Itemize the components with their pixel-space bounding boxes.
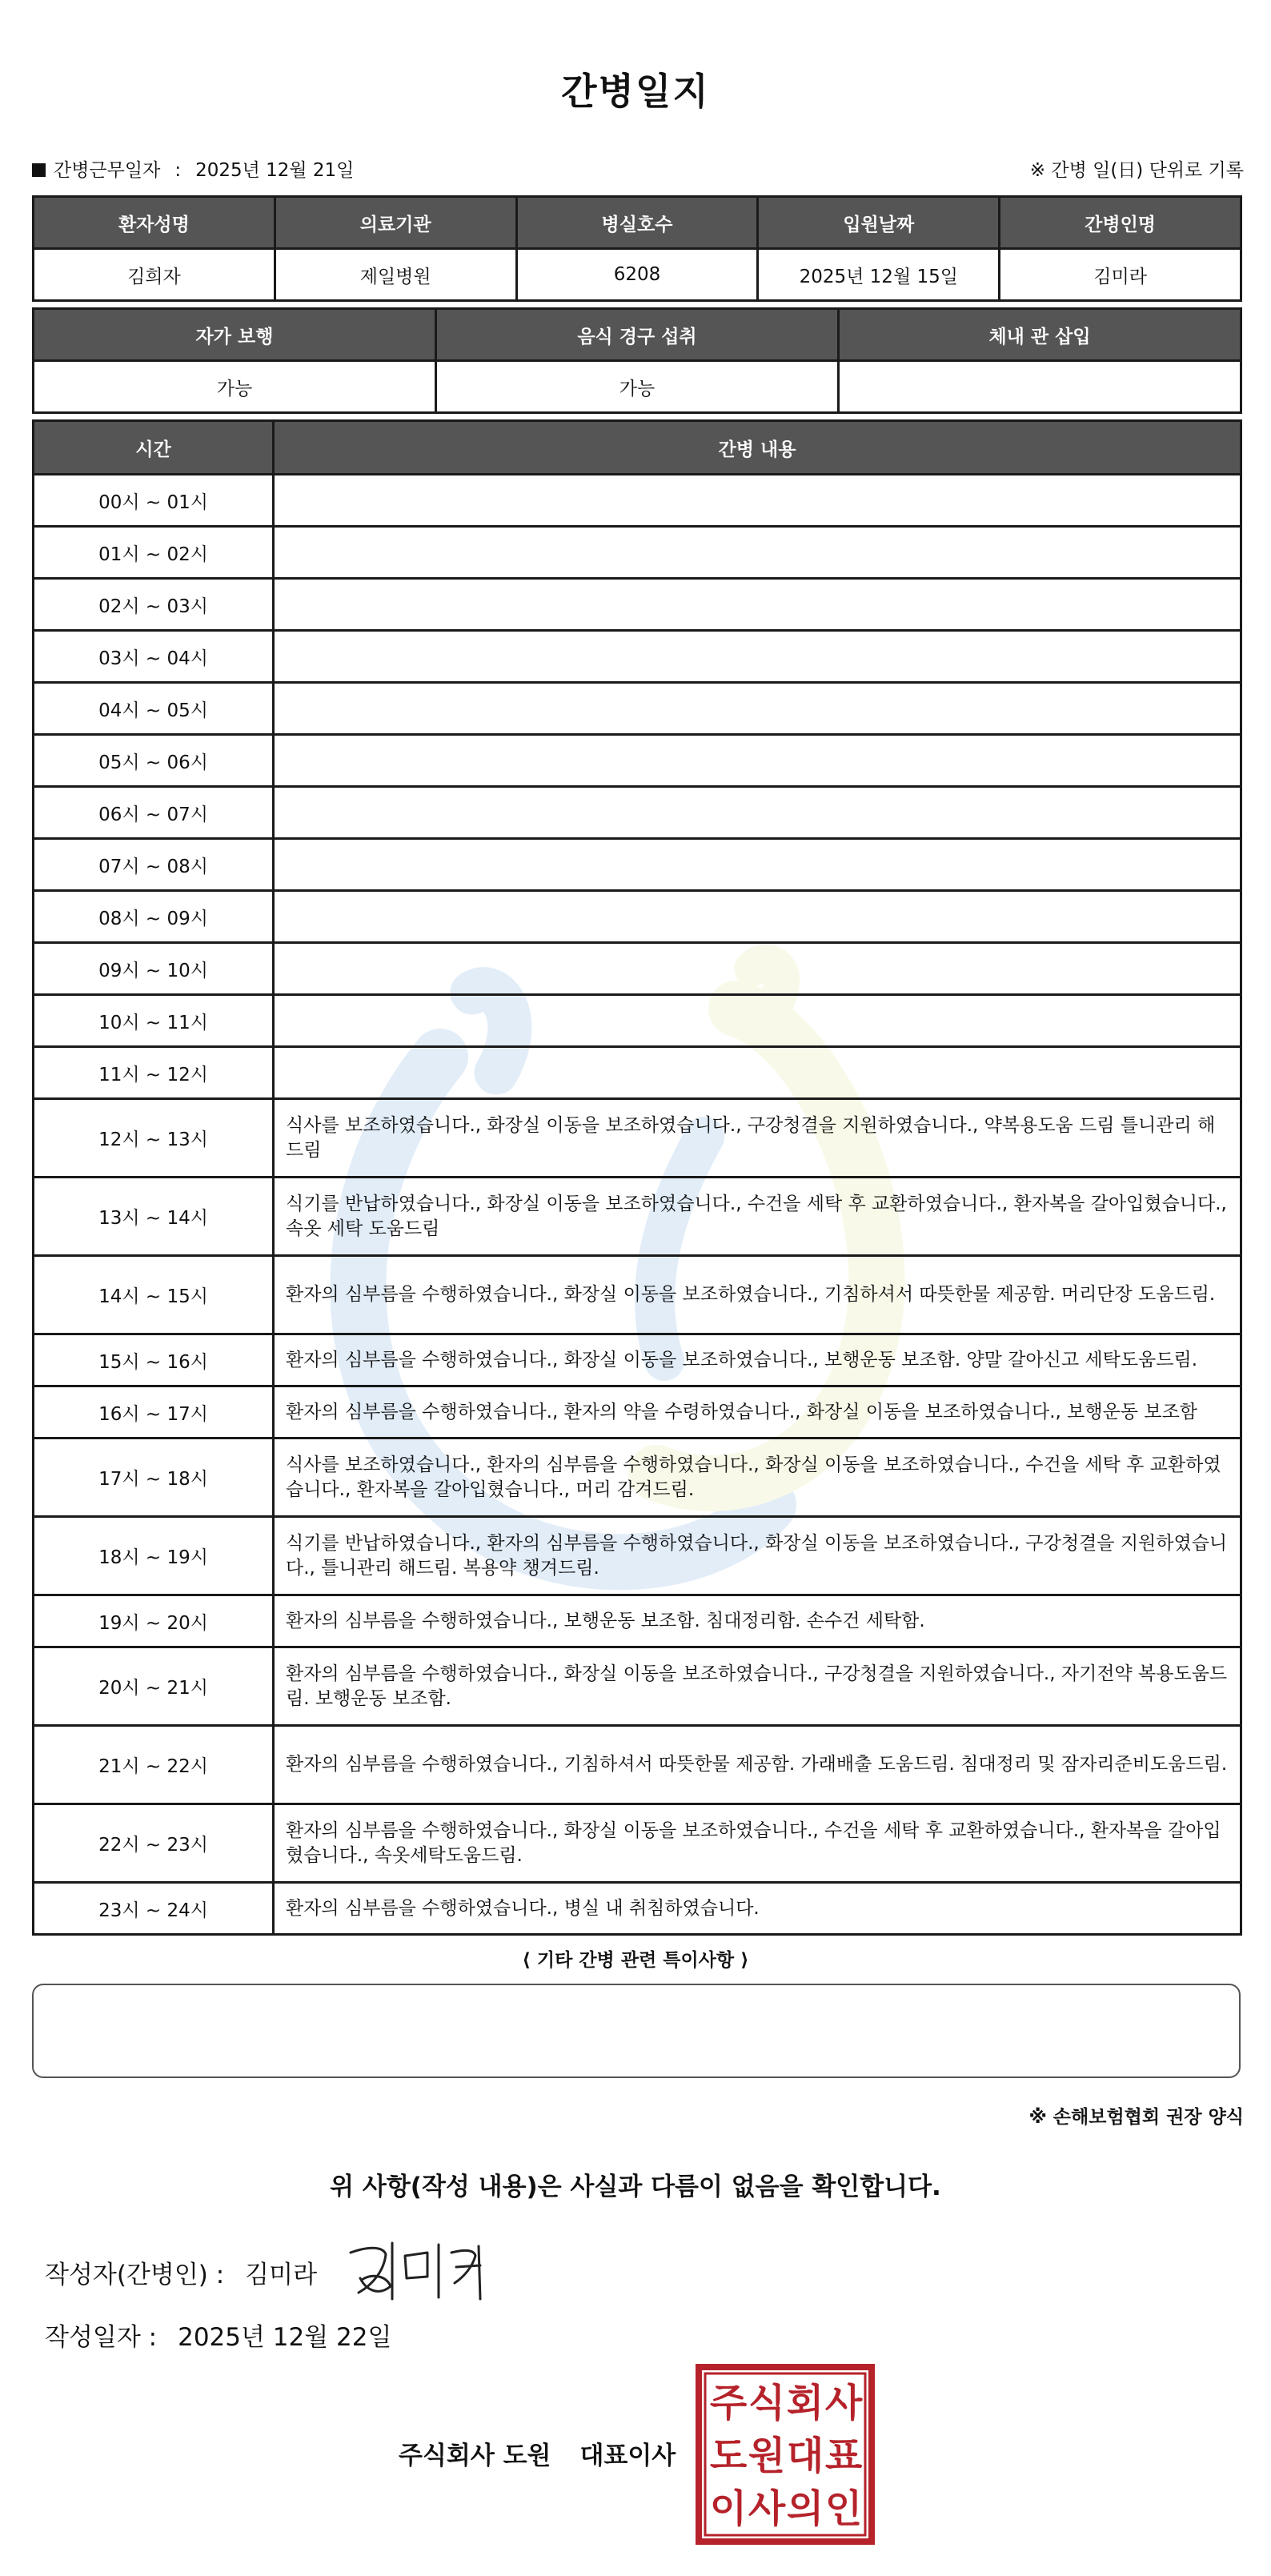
log-content-cell [274, 683, 1241, 735]
svg-text:주: 주 [709, 2381, 748, 2426]
unit-note: ※ 간병 일(日) 단위로 기록 [1029, 160, 1244, 181]
header-time: 시간 [34, 421, 274, 475]
oral-intake-value: 가능 [436, 361, 839, 413]
log-content-cell: 환자의 심부름을 수행하였습니다., 기침하셔서 따뜻한물 제공함. 가래배출 도움드림. 침대정리 및 잠자리준비도움드림. [274, 1726, 1241, 1804]
table-row [34, 1178, 1241, 1256]
header-admission-date: 입원날짜 [758, 197, 1000, 249]
header-care-content: 간병 내용 [274, 421, 1241, 475]
svg-text:이: 이 [709, 2486, 748, 2531]
log-time-cell: 04시 ~ 05시 [34, 683, 274, 735]
header-hospital: 의료기관 [275, 197, 516, 249]
company-seal-stamp [695, 2363, 876, 2546]
header-self-walking: 자가 보행 [34, 309, 436, 361]
write-date-value: 2025년 12월 22일 [178, 2323, 392, 2352]
log-time-cell: 19시 ~ 20시 [34, 1595, 274, 1647]
log-content-cell [274, 527, 1241, 579]
log-content-cell: 환자의 심부름을 수행하였습니다., 환자의 약을 수령하였습니다., 화장실 이동을 보조하였습니다., 보행운동 보조함 [274, 1386, 1241, 1438]
work-date-value: 2025년 12월 21일 [195, 160, 355, 181]
log-content-cell: 식기를 반납하였습니다., 화장실 이동을 보조하였습니다., 수건을 세탁 후 교환하였습니다., 환자복을 갈아입혔습니다., 속옷 세탁 도움드림 [274, 1178, 1241, 1256]
log-content-cell: 환자의 심부름을 수행하였습니다., 보행운동 보조함. 침대정리함. 손수건 세탁함. [274, 1595, 1241, 1647]
writer-label: 작성자(간병인) : [45, 2261, 225, 2289]
log-content-cell [274, 839, 1241, 891]
log-content-cell [274, 735, 1241, 787]
log-content-cell [274, 631, 1241, 683]
log-time-cell: 00시 ~ 01시 [34, 475, 274, 527]
log-content-cell [274, 943, 1241, 995]
table-row [34, 579, 1241, 631]
log-content-cell: 환자의 심부름을 수행하였습니다., 화장실 이동을 보조하였습니다., 보행운동 보조함. 양말 갈아신고 세탁도움드림. [274, 1334, 1241, 1386]
log-content-cell: 환자의 심부름을 수행하였습니다., 화장실 이동을 보조하였습니다., 구강청결을 지원하였습니다., 자기전약 복용도움드림. 보행운동 보조함. [274, 1647, 1241, 1726]
log-time-cell: 21시 ~ 22시 [34, 1726, 274, 1804]
log-time-cell: 16시 ~ 17시 [34, 1386, 274, 1438]
log-content-cell [274, 891, 1241, 943]
company-role: 대표이사 [579, 2442, 676, 2470]
svg-text:원: 원 [748, 2434, 786, 2478]
header-caregiver-name: 간병인명 [1000, 197, 1241, 249]
writer-line [45, 2254, 317, 2290]
write-date-label: 작성일자 : [45, 2323, 158, 2352]
log-content-cell: 식사를 보조하였습니다., 화장실 이동을 보조하였습니다., 구강청결을 지원하였습니다., 약복용도움 드림 틀니관리 해드림 [274, 1099, 1241, 1178]
care-log-rows [34, 475, 1241, 1935]
log-time-cell: 06시 ~ 07시 [34, 787, 274, 839]
log-time-cell: 23시 ~ 24시 [34, 1883, 274, 1935]
header-patient-name: 환자성명 [34, 197, 275, 249]
log-time-cell: 10시 ~ 11시 [34, 995, 274, 1047]
svg-text:의: 의 [786, 2486, 824, 2531]
svg-text:사: 사 [824, 2381, 863, 2426]
log-time-cell: 11시 ~ 12시 [34, 1047, 274, 1099]
tube-insertion-value [839, 361, 1241, 413]
log-content-cell [274, 475, 1241, 527]
table-row [34, 631, 1241, 683]
log-content-cell [274, 787, 1241, 839]
svg-text:도: 도 [709, 2434, 748, 2478]
table-row [34, 735, 1241, 787]
log-content-cell: 환자의 심부름을 수행하였습니다., 화장실 이동을 보조하였습니다., 기침하셔서 따뜻한물 제공함. 머리단장 도움드림. [274, 1256, 1241, 1334]
svg-text:식: 식 [748, 2381, 786, 2426]
work-date-line [32, 155, 354, 182]
table-row [34, 527, 1241, 579]
admission-date: 2025년 12월 15일 [758, 249, 1000, 301]
log-time-cell: 13시 ~ 14시 [34, 1178, 274, 1256]
table-row [34, 1334, 1241, 1386]
svg-text:사: 사 [748, 2486, 786, 2531]
table-row [34, 1595, 1241, 1647]
caregiver-name: 김미라 [1000, 249, 1241, 301]
log-time-cell: 18시 ~ 19시 [34, 1517, 274, 1595]
table-row [34, 1099, 1241, 1178]
table-row [34, 995, 1241, 1047]
table-row [34, 1804, 1241, 1883]
work-date-label: 간병근무일자 [54, 160, 161, 181]
log-time-cell: 02시 ~ 03시 [34, 579, 274, 631]
log-time-cell: 01시 ~ 02시 [34, 527, 274, 579]
work-date-separator: : [174, 160, 182, 181]
header-oral-intake: 음식 경구 섭취 [436, 309, 839, 361]
table-row [34, 1517, 1241, 1595]
log-content-cell [274, 579, 1241, 631]
log-content-cell: 환자의 심부름을 수행하였습니다., 병실 내 취침하였습니다. [274, 1883, 1241, 1935]
table-row [34, 787, 1241, 839]
table-row [34, 1047, 1241, 1099]
care-log-table [32, 419, 1242, 1936]
log-time-cell: 09시 ~ 10시 [34, 943, 274, 995]
log-time-cell: 15시 ~ 16시 [34, 1334, 274, 1386]
confirmation-statement: 위 사항(작성 내용)은 사실과 다름이 없음을 확인합니다. [330, 2173, 941, 2201]
table-row [34, 943, 1241, 995]
page-title: 간병일지 [561, 70, 710, 113]
log-time-cell: 03시 ~ 04시 [34, 631, 274, 683]
log-time-cell: 05시 ~ 06시 [34, 735, 274, 787]
log-time-cell: 07시 ~ 08시 [34, 839, 274, 891]
patient-info-table [32, 195, 1242, 302]
notes-box [32, 1984, 1241, 2078]
square-bullet-icon [32, 163, 46, 177]
company-signoff [399, 2435, 676, 2471]
table-row [34, 1726, 1241, 1804]
self-walking-value: 가능 [34, 361, 436, 413]
table-row [34, 891, 1241, 943]
table-row [34, 1438, 1241, 1517]
log-content-cell: 식기를 반납하였습니다., 환자의 심부름을 수행하였습니다., 화장실 이동을 보조하였습니다., 구강청결을 지원하였습니다., 틀니관리 해드림. 복용약 챙겨드림. [274, 1517, 1241, 1595]
table-row [34, 839, 1241, 891]
log-time-cell: 14시 ~ 15시 [34, 1256, 274, 1334]
notes-title: ⟨ 기타 간병 관련 특이사항 ⟩ [522, 1950, 749, 1971]
patient-status-table [32, 307, 1242, 414]
writer-name: 김미라 [245, 2261, 318, 2289]
svg-text:회: 회 [786, 2381, 824, 2426]
svg-text:인: 인 [824, 2486, 863, 2531]
log-time-cell: 20시 ~ 21시 [34, 1647, 274, 1726]
log-time-cell: 08시 ~ 09시 [34, 891, 274, 943]
log-time-cell: 17시 ~ 18시 [34, 1438, 274, 1517]
hospital-name: 제일병원 [275, 249, 516, 301]
svg-text:대: 대 [786, 2434, 824, 2478]
log-content-cell [274, 1047, 1241, 1099]
log-content-cell: 식사를 보조하였습니다., 환자의 심부름을 수행하였습니다., 화장실 이동을 보조하였습니다., 수건을 세탁 후 교환하였습니다., 환자복을 갈아입혔습니다., 머리 감겨드림. [274, 1438, 1241, 1517]
patient-name: 김희자 [34, 249, 275, 301]
header-room-number: 병실호수 [516, 197, 758, 249]
company-name: 주식회사 도원 [399, 2442, 551, 2470]
room-number: 6208 [516, 249, 758, 301]
svg-text:표: 표 [824, 2434, 863, 2478]
log-time-cell: 22시 ~ 23시 [34, 1804, 274, 1883]
table-row [34, 475, 1241, 527]
table-row [34, 1883, 1241, 1935]
handwritten-signature [344, 2235, 488, 2307]
table-row [34, 1256, 1241, 1334]
table-row [34, 1647, 1241, 1726]
log-content-cell: 환자의 심부름을 수행하였습니다., 화장실 이동을 보조하였습니다., 수건을 세탁 후 교환하였습니다., 환자복을 갈아입혔습니다., 속옷세탁도움드림. [274, 1804, 1241, 1883]
log-content-cell [274, 995, 1241, 1047]
write-date-line [45, 2317, 391, 2353]
header-tube-insertion: 체내 관 삽입 [839, 309, 1241, 361]
log-time-cell: 12시 ~ 13시 [34, 1099, 274, 1178]
table-row [34, 683, 1241, 735]
source-note: ※ 손해보험협회 권장 양식 [1028, 2107, 1244, 2128]
table-row [34, 1386, 1241, 1438]
